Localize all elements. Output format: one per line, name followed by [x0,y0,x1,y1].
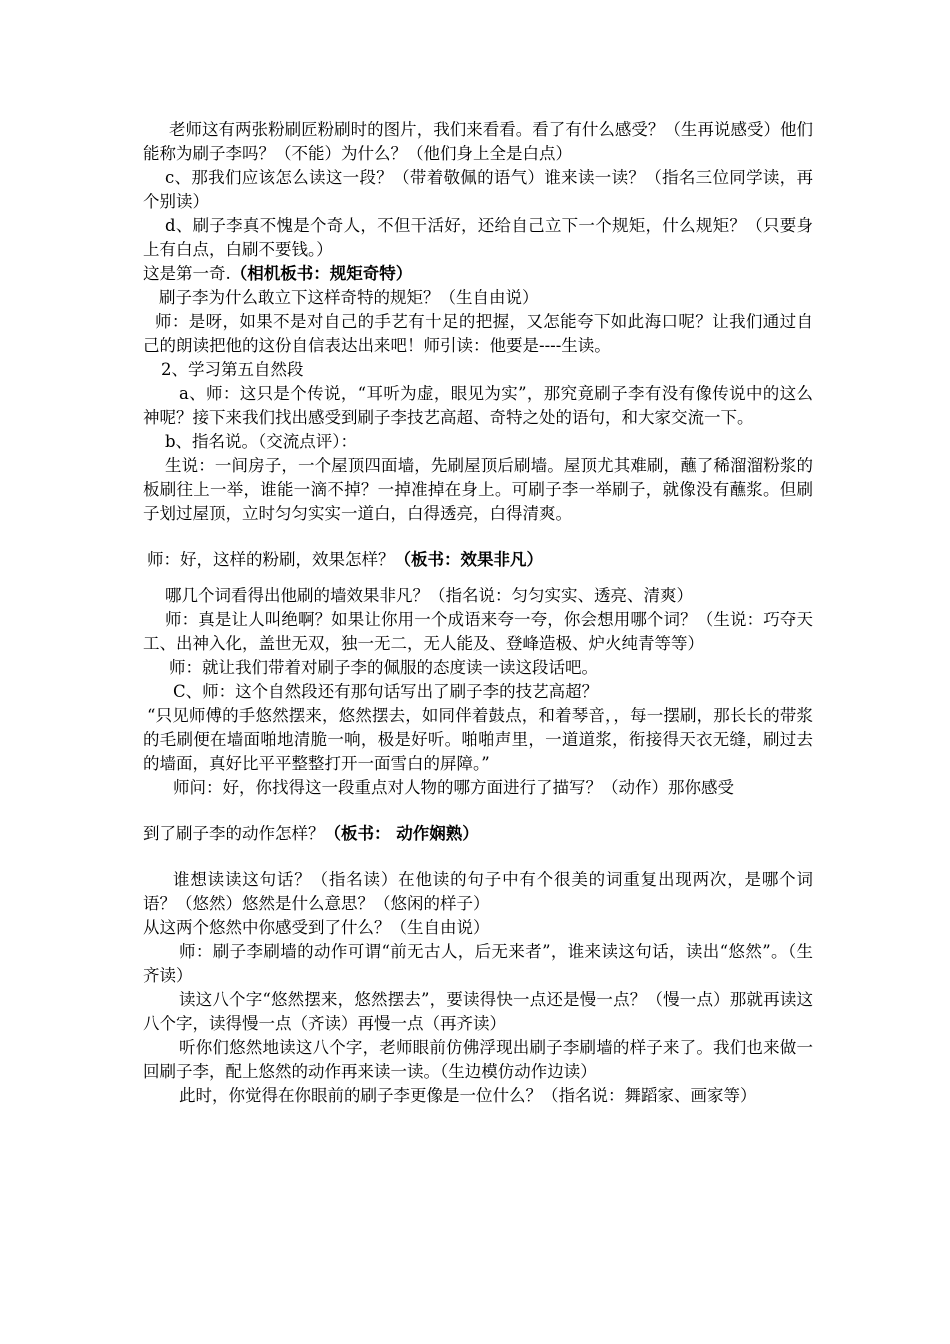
paragraph-8: a、师：这只是个传说，“耳听为虚，眼见为实”，那究竟刷子李有没有像传说中的这么神呢？接下来我们找出感受到刷子李技艺高超、奇特之处的语句，和大家交流一下。 [143,384,813,427]
paragraph-13: 师：真是让人叫绝啊？如果让你用一个成语来夸一夸，你会想用哪个词？（生说：巧夺天工、出神入化，盖世无双，独一无二，无人能及、登峰造极、炉火纯青等等） [143,610,813,653]
paragraph-5: 刷子李为什么敢立下这样奇特的规矩？（生自由说） [159,288,539,307]
paragraph-24: 此时，你觉得在你眼前的刷子李更像是一位什么？（指名说：舞蹈家、画家等） [179,1086,757,1105]
paragraph-9: b、指名说。（交流点评）： [165,432,358,451]
paragraph-18 [143,822,813,846]
paragraph-2: c、那我们应该怎么读这一段？（带着敬佩的语气）谁来读一读？（指名三位同学读，再个别读） [143,168,813,211]
paragraph-4-text: 这是第一奇. [143,264,231,283]
paragraph-18-text: 到了刷子李的动作怎样？ [143,824,325,843]
board-note-action: （板书： 动作娴熟） [324,824,479,843]
paragraph-23: 听你们悠然地读这八个字，老师眼前仿佛浮现出刷子李刷墙的样子来了。我们也来做一回刷子李，配上悠然的动作再来读一读。（生边模仿动作边读） [143,1038,813,1081]
paragraph-4 [143,262,813,286]
paragraph-20: 从这两个悠然中你感受到了什么？（生自由说） [143,918,490,937]
paragraph-6: 师：是呀，如果不是对自己的手艺有十足的把握，又怎能夸下如此海口呢？让我们通过自己的朗读把他的这份自信表达出来吧！师引读：他要是----生读。 [143,312,813,355]
board-note-effect: （板书：效果非凡） [394,550,543,569]
paragraph-14: 师：就让我们带着对刷子李的佩服的态度读一读这段话吧。 [169,658,598,677]
paragraph-11 [143,548,813,572]
paragraph-11-text: 师：好，这样的粉刷，效果怎样？ [147,550,395,569]
paragraph-16-quote: “只见师傅的手悠然摆来，悠然摆去，如同伴着鼓点，和着琴音，，每一摆刷，那长长的带浆的毛刷便在墙面啪地清脆一响，极是好听。啪啪声里，一道道浆，衔接得天衣无缝，刷过去的墙面，真好比平平整整打开一面雪白的屏障。” [143,706,813,773]
paragraph-22: 读这八个字“悠然摆来，悠然摆去”，要读得快一点还是慢一点？（慢一点）那就再读这八个字，读得慢一点（齐读）再慢一点（再齐读） [143,990,813,1033]
section-heading-5: 2、学习第五自然段 [161,360,304,379]
paragraph-21: 师：刷子李刷墙的动作可谓“前无古人，后无来者”，谁来读这句话，读出“悠然”。（生齐读） [143,942,813,985]
paragraph-17: 师问：好，你找得这一段重点对人物的哪方面进行了描写？（动作）那你感受 [173,778,734,797]
document-page [143,118,813,1108]
paragraph-10: 生说：一间房子，一个屋顶四面墙，先刷屋顶后刷墙。屋顶尤其难刷，蘸了稀溜溜粉浆的板刷往上一举，谁能一滴不掉？一掉准掉在身上。可刷子李一举刷子，就像没有蘸浆。但刷子划过屋顶，立时匀匀实实一道白，白得透亮，白得清爽。 [143,456,813,523]
paragraph-19: 谁想读读这句话？（指名读）在他读的句子中有个很美的词重复出现两次，是哪个词语？（悠然）悠然是什么意思？（悠闲的样子） [143,870,813,913]
paragraph-15: C、师：这个自然段还有那句话写出了刷子李的技艺高超？ [173,682,599,701]
paragraph-3: d、刷子李真不愧是个奇人，不但干活好，还给自己立下一个规矩，什么规矩？（只要身上有白点，白刷不要钱。） [143,216,813,259]
board-note-rules: （相机板书：规矩奇特） [230,264,413,283]
paragraph-1: 老师这有两张粉刷匠粉刷时的图片，我们来看看。看了有什么感受？（生再说感受）他们能称为刷子李吗？（不能）为什么？（他们身上全是白点） [143,120,813,163]
paragraph-12: 哪几个词看得出他刷的墙效果非凡？（指名说：匀匀实实、透亮、清爽） [165,586,693,605]
